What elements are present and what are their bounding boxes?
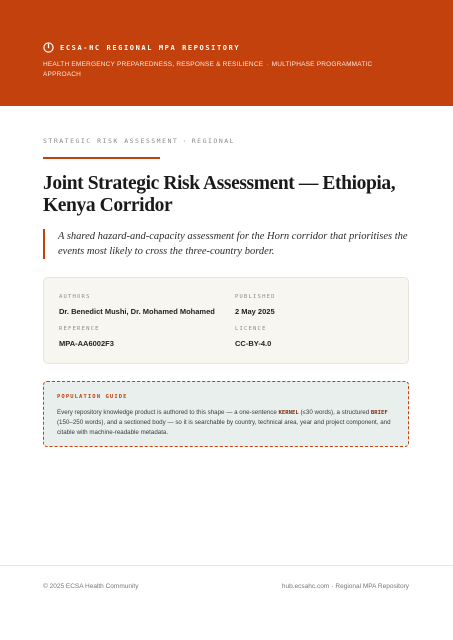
footer-site-link[interactable]: hub.ecsahc.com <box>281 583 330 590</box>
accent-divider <box>43 157 160 159</box>
brief-keyword: BRIEF <box>370 410 388 416</box>
footer-copyright: © 2025 ECSA Health Community <box>43 583 139 590</box>
page-title: Joint Strategic Risk Assessment — Ethiopia, Kenya Corridor <box>43 173 396 216</box>
footer-site <box>282 583 409 590</box>
brand[interactable] <box>43 42 240 53</box>
power-icon <box>43 42 54 53</box>
authors-label: AUTHORS <box>59 294 91 300</box>
breadcrumb-item[interactable]: STRATEGIC RISK ASSESSMENT <box>43 137 179 145</box>
guide-text-part: (≤30 words), a structured <box>298 409 371 416</box>
reference-field <box>59 326 114 348</box>
guide-label: POPULATION GUIDE <box>57 394 128 400</box>
brand-subtitle <box>43 60 393 80</box>
breadcrumb-separator: · <box>182 137 188 145</box>
header-banner <box>0 0 453 106</box>
breadcrumb <box>43 137 235 145</box>
population-guide <box>43 381 409 447</box>
published-label: PUBLISHED <box>235 294 276 300</box>
published-value: 2 May 2025 <box>235 307 275 316</box>
guide-text <box>57 408 395 439</box>
licence-field <box>235 326 271 348</box>
footer-site-label: Regional MPA Repository <box>335 583 409 590</box>
guide-text-part: Every repository knowledge product is authored to this shape — a one-sentence <box>57 409 279 416</box>
kernel-keyword: KERNEL <box>278 410 299 416</box>
licence-value: CC-BY-4.0 <box>235 339 272 348</box>
reference-label: REFERENCE <box>59 326 100 332</box>
footer-separator: · <box>331 583 334 590</box>
footer-divider <box>0 565 453 566</box>
subtitle-separator: · <box>266 61 269 68</box>
published-field <box>235 294 276 316</box>
subtitle-part: MULTIPHASE PROGRAMMATIC APPROACH <box>43 61 373 78</box>
breadcrumb-item[interactable]: REGIONAL <box>191 137 236 145</box>
guide-text-part: (150–250 words), and a sectioned body — so it is searchable by country, technical area, year and project component, and citable with machine-readable metadata. <box>57 419 391 437</box>
brand-name: ECSA-HC REGIONAL MPA REPOSITORY <box>60 43 241 52</box>
lede-quote: A shared hazard-and-capacity assessment for the Horn corridor that prioritises the events most likely to cross the three-country border. <box>43 229 410 259</box>
authors-field <box>59 294 215 316</box>
reference-value: MPA-AA6002F3 <box>59 339 114 348</box>
subtitle-part: HEALTH EMERGENCY PREPAREDNESS, RESPONSE & RESILIENCE <box>43 61 264 68</box>
authors-value: Dr. Benedict Mushi, Dr. Mohamed Mohamed <box>59 307 215 316</box>
metadata-card <box>43 277 409 364</box>
licence-label: LICENCE <box>235 326 267 332</box>
